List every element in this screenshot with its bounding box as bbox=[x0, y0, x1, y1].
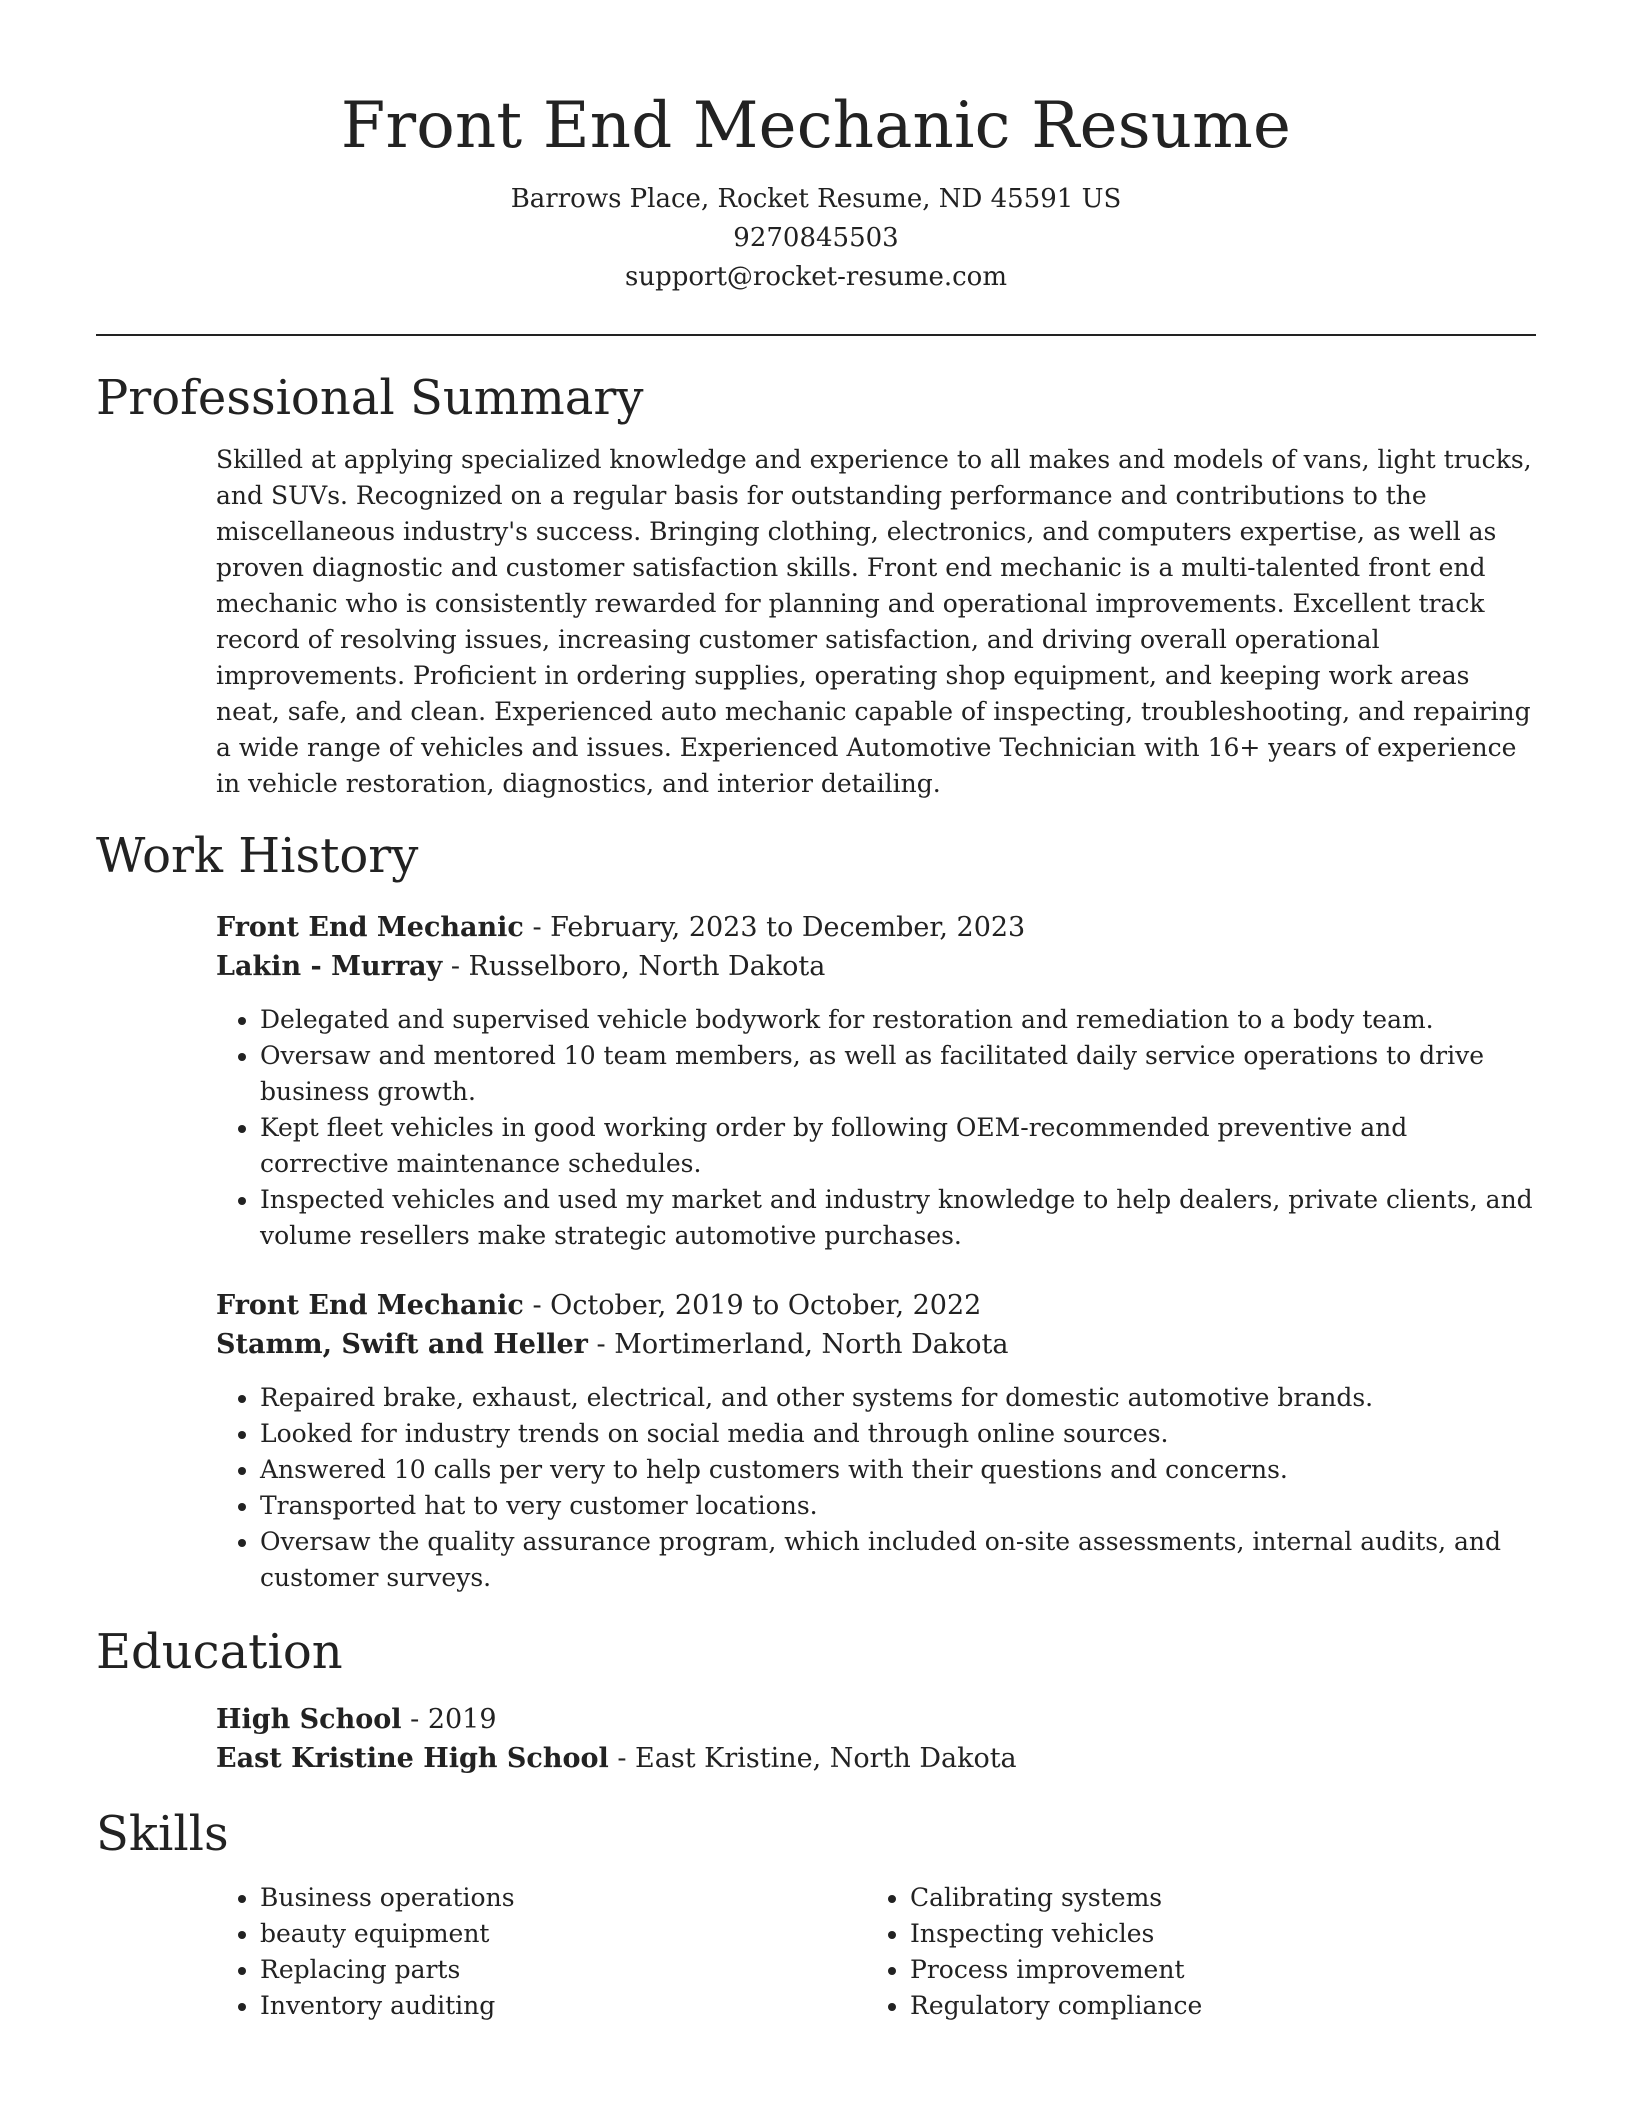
job-dates: - February, 2023 to December, 2023 bbox=[523, 912, 1026, 943]
job-title-line bbox=[216, 1286, 1536, 1325]
job-bullet: • Delegated and supervised vehicle bodywork for restoration and remediation to a body team. bbox=[260, 1002, 1536, 1038]
education-degree: High School bbox=[216, 1704, 402, 1735]
job-bullet: • Looked for industry trends on social media and through online sources. bbox=[260, 1416, 1536, 1452]
job-title-line bbox=[216, 908, 1536, 947]
skill-item: • Calibrating systems bbox=[910, 1880, 1516, 1916]
job-bullet: • Oversaw the quality assurance program, which included on-site assessments, internal audits, and customer surveys. bbox=[260, 1524, 1536, 1596]
education-school: East Kristine High School bbox=[216, 1743, 609, 1774]
contact-address: Barrows Place, Rocket Resume, ND 45591 US bbox=[510, 184, 1122, 214]
job-employer: Stamm, Swift and Heller bbox=[216, 1329, 588, 1360]
job-bullet: • Transported hat to very customer locations. bbox=[260, 1488, 1536, 1524]
skill-item: • Business operations bbox=[260, 1880, 866, 1916]
skill-item: • Process improvement bbox=[910, 1952, 1516, 1988]
job-bullet: • Repaired brake, exhaust, electrical, and other systems for domestic automotive brands. bbox=[260, 1380, 1536, 1416]
summary-text: Skilled at applying specialized knowledge and experience to all makes and models of vans, light trucks, and SUVs. Recognized on a regular basis for outstanding performance and contributions to the miscellaneous industry's success. Bringing clothing, electronics, and computers expertise, as well as proven diagnostic and customer satisfaction skills. Front end mechanic is a multi-talented front end mechanic who is consistently rewarded for planning and operational improvements. Excellent track record of resolving issues, increasing customer satisfaction, and driving overall operational improvements. Proficient in ordering supplies, operating shop equipment, and keeping work areas neat, safe, and clean. Experienced auto mechanic capable of inspecting, troubleshooting, and repairing a wide range of vehicles and issues. Experienced Automotive Technician with 16+ years of experience in vehicle restoration, diagnostics, and interior detailing. bbox=[216, 445, 1532, 798]
skill-item: • Replacing parts bbox=[260, 1952, 866, 1988]
skills-grid bbox=[216, 1880, 1536, 2024]
contact-email: support@rocket-resume.com bbox=[624, 262, 1007, 292]
job-employer-line bbox=[216, 947, 1536, 986]
job-bullet: • Kept fleet vehicles in good working order by following OEM-recommended preventive and corrective maintenance schedules. bbox=[260, 1110, 1536, 1182]
education-location: - East Kristine, North Dakota bbox=[608, 1743, 1017, 1774]
job-dates: - October, 2019 to October, 2022 bbox=[523, 1290, 982, 1321]
job-entry bbox=[216, 908, 1536, 1254]
education-school-line bbox=[216, 1739, 1536, 1778]
education-degree-line bbox=[216, 1700, 1536, 1739]
skill-item: • Inventory auditing bbox=[260, 1988, 866, 2024]
job-bullet: • Answered 10 calls per very to help customers with their questions and concerns. bbox=[260, 1452, 1536, 1488]
job-bullet: • Oversaw and mentored 10 team members, as well as facilitated daily service operations to drive business growth. bbox=[260, 1038, 1536, 1110]
job-bullet: • Inspected vehicles and used my market and industry knowledge to help dealers, private clients, and volume resellers make strategic automotive purchases. bbox=[260, 1182, 1536, 1254]
job-employer-line bbox=[216, 1325, 1536, 1364]
skills-heading: Skills bbox=[96, 1806, 229, 1862]
summary-heading: Professional Summary bbox=[96, 370, 644, 426]
work-history-heading: Work History bbox=[96, 828, 419, 884]
job-location: - Russelboro, North Dakota bbox=[442, 951, 826, 982]
job-bullets bbox=[216, 1380, 1536, 1596]
skills-column-right bbox=[866, 1880, 1516, 2024]
job-entry bbox=[216, 1286, 1536, 1596]
resume-title: Front End Mechanic Resume bbox=[340, 89, 1292, 163]
job-bullets bbox=[216, 1002, 1536, 1254]
contact-phone: 9270845503 bbox=[733, 223, 899, 253]
skill-item: • beauty equipment bbox=[260, 1916, 866, 1952]
education-year: - 2019 bbox=[401, 1704, 497, 1735]
header-divider bbox=[96, 334, 1536, 336]
job-title: Front End Mechanic bbox=[216, 912, 524, 943]
education-entry bbox=[216, 1700, 1536, 1778]
job-location: - Mortimerland, North Dakota bbox=[587, 1329, 1009, 1360]
skills-column-left bbox=[216, 1880, 866, 2024]
skill-item: • Regulatory compliance bbox=[910, 1988, 1516, 2024]
contact-block bbox=[96, 180, 1536, 297]
job-title: Front End Mechanic bbox=[216, 1290, 524, 1321]
education-heading: Education bbox=[96, 1624, 343, 1680]
skill-item: • Inspecting vehicles bbox=[910, 1916, 1516, 1952]
job-employer: Lakin - Murray bbox=[216, 951, 443, 982]
